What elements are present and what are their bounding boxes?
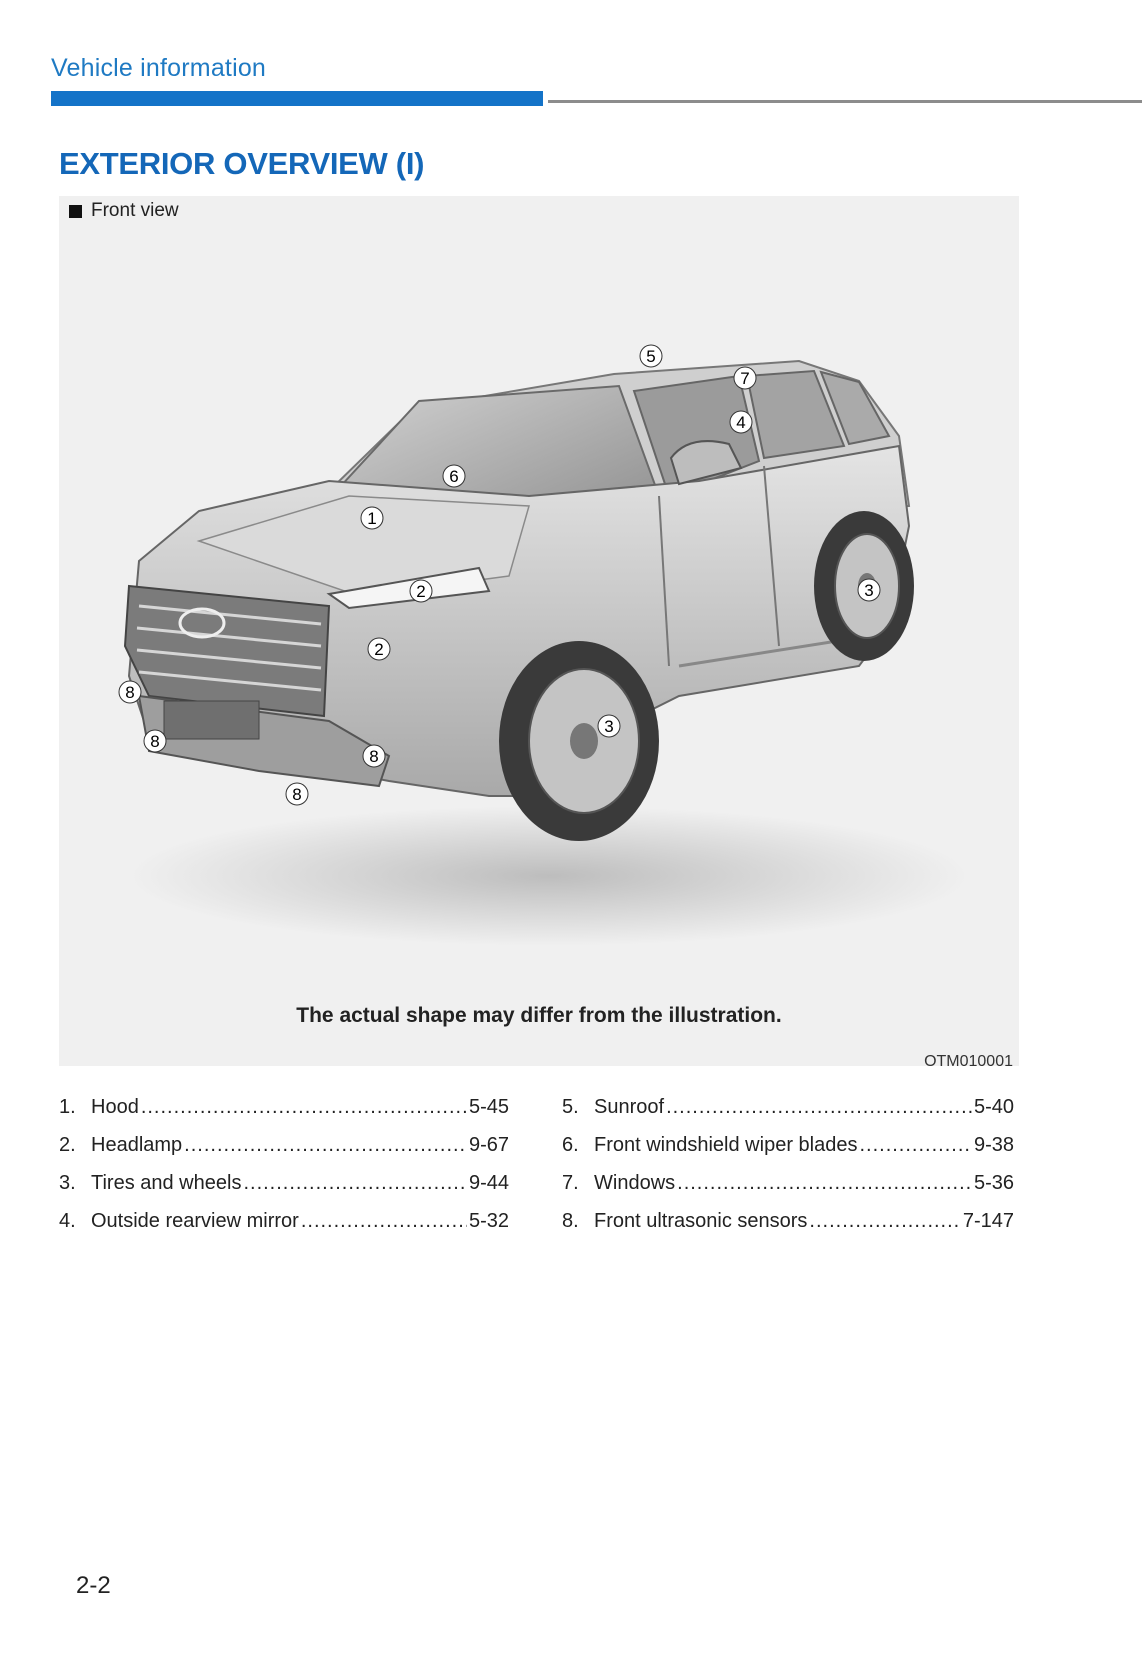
legend-item (562, 1096, 1014, 1134)
legend-item (59, 1172, 509, 1210)
legend-number: 6. (562, 1134, 579, 1156)
legend-item (562, 1172, 1014, 1210)
legend-number: 4. (59, 1210, 76, 1232)
legend-number: 3. (59, 1172, 76, 1194)
legend-item (59, 1096, 509, 1134)
callout-6 (443, 465, 465, 487)
leader-dots (301, 1210, 467, 1233)
legend-left-column (59, 1096, 509, 1248)
car-illustration (59, 196, 1019, 996)
callout-1 (361, 507, 383, 529)
page-heading: EXTERIOR OVERVIEW (I) (59, 146, 425, 181)
legend-item (562, 1134, 1014, 1172)
leader-dots (677, 1172, 972, 1195)
legend-page: 7-147 (962, 1210, 1014, 1232)
leader-dots (859, 1134, 972, 1157)
legend-page: 9-38 (973, 1134, 1014, 1156)
legend-label: Sunroof (594, 1096, 665, 1118)
legend-label: Outside rearview mirror (91, 1210, 299, 1232)
callout-8-right (363, 745, 385, 767)
svg-text:8: 8 (369, 747, 379, 766)
legend-number: 1. (59, 1096, 76, 1118)
callout-4 (730, 411, 752, 433)
legend-label: Windows (594, 1172, 676, 1194)
callout-2-upper (410, 580, 432, 602)
leader-dots (243, 1172, 467, 1195)
legend-right-column (562, 1096, 1014, 1248)
legend-page: 9-67 (468, 1134, 509, 1156)
figure-code: OTM010001 (924, 1053, 1013, 1070)
svg-text:8: 8 (292, 785, 302, 804)
svg-text:5: 5 (646, 347, 656, 366)
legend-label: Tires and wheels (91, 1172, 242, 1194)
callout-5 (640, 345, 662, 367)
svg-text:3: 3 (604, 717, 614, 736)
leader-dots (666, 1096, 972, 1119)
header-gray-rule (548, 100, 1142, 103)
svg-text:3: 3 (864, 581, 874, 600)
leader-dots (141, 1096, 467, 1119)
svg-text:2: 2 (416, 582, 426, 601)
svg-text:2: 2 (374, 640, 384, 659)
header-accent-rule (51, 91, 543, 106)
figure-label-text: Front view (91, 200, 179, 221)
legend-page: 5-36 (973, 1172, 1014, 1194)
legend-label: Front ultrasonic sensors (594, 1210, 808, 1232)
legend-label: Headlamp (91, 1134, 183, 1156)
svg-text:4: 4 (736, 413, 746, 432)
legend-page: 9-44 (468, 1172, 509, 1194)
callout-8-center (286, 783, 308, 805)
callout-2-lower (368, 638, 390, 660)
legend-item (59, 1134, 509, 1172)
leader-dots (184, 1134, 467, 1157)
figure-caption: The actual shape may differ from the illustration. (296, 1004, 782, 1027)
svg-text:1: 1 (367, 509, 377, 528)
legend-number: 5. (562, 1096, 579, 1118)
legend-page: 5-32 (468, 1210, 509, 1232)
legend-label: Hood (91, 1096, 139, 1118)
svg-text:7: 7 (740, 369, 750, 388)
legend-page: 5-45 (468, 1096, 509, 1118)
callout-8-lower-left (144, 730, 166, 752)
callout-8-grille (119, 681, 141, 703)
svg-text:6: 6 (449, 467, 459, 486)
legend-item (562, 1210, 1014, 1248)
callout-3-rear (858, 579, 880, 601)
svg-text:8: 8 (125, 683, 135, 702)
legend-label: Front windshield wiper blades (594, 1134, 858, 1156)
section-title: Vehicle information (51, 54, 267, 82)
callout-3-front (598, 715, 620, 737)
legend-item (59, 1210, 509, 1248)
figure-panel (59, 196, 1019, 1070)
legend-number: 8. (562, 1210, 579, 1232)
page-number: 2-2 (76, 1572, 111, 1599)
legend-number: 2. (59, 1134, 76, 1156)
svg-text:8: 8 (150, 732, 160, 751)
legend-page: 5-40 (973, 1096, 1014, 1118)
leader-dots (809, 1210, 960, 1233)
legend-number: 7. (562, 1172, 579, 1194)
callout-7 (734, 367, 756, 389)
